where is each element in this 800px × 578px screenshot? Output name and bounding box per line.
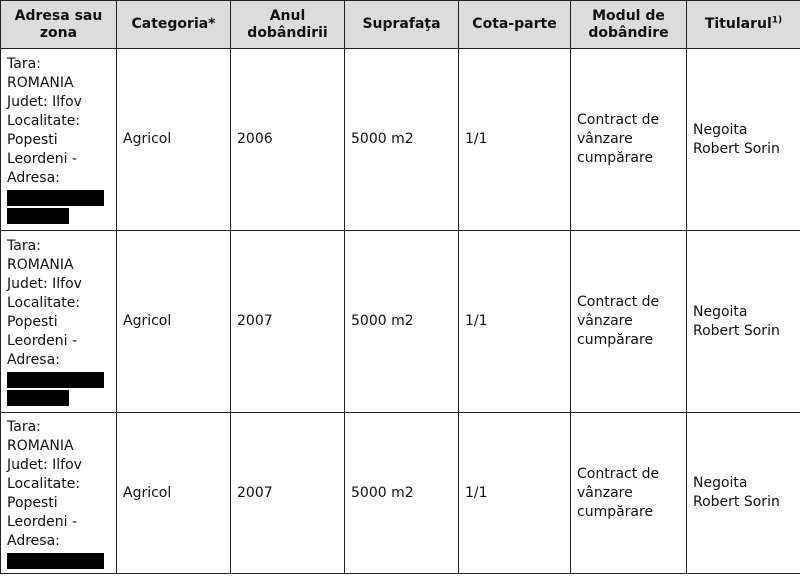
- address-line: Tara:: [7, 238, 41, 254]
- redaction-bar: [7, 208, 69, 224]
- address-line: Leordeni -: [7, 513, 78, 530]
- category-cell: Agricol: [117, 49, 231, 231]
- header-address: Adresa sau zona: [1, 1, 117, 49]
- address-cell: [1, 413, 117, 574]
- table-row: [1, 231, 800, 413]
- acquisition-cell: [571, 413, 687, 574]
- address-line: Popesti: [7, 314, 58, 330]
- acquisition-line: vânzare: [577, 484, 633, 501]
- redaction-bar: [7, 190, 104, 206]
- address-line: Localitate:: [7, 295, 81, 311]
- year-cell: 2007: [231, 413, 345, 574]
- redaction-bar: [7, 372, 104, 388]
- holder-line: Negoita: [693, 303, 748, 320]
- redaction-bar: [7, 553, 104, 569]
- header-share: Cota-parte: [459, 1, 571, 49]
- address-cell: [1, 231, 117, 413]
- category-cell: Agricol: [117, 413, 231, 574]
- acquisition-line: vânzare: [577, 313, 633, 329]
- address-line: Popesti: [7, 132, 58, 148]
- acquisition-line: cumpărare: [577, 503, 654, 520]
- holder-line: Robert Sorin: [693, 494, 780, 510]
- acquisition-cell: [571, 231, 687, 413]
- address-line: Judet: Ilfov: [7, 456, 82, 473]
- address-line: Leordeni -: [7, 151, 78, 167]
- table-header-row: [1, 1, 800, 49]
- acquisition-line: vânzare: [577, 131, 633, 147]
- address-line: Localitate:: [7, 113, 81, 129]
- header-category: Categoria*: [117, 1, 231, 49]
- header-year: Anul dobândirii: [231, 1, 345, 49]
- category-cell: Agricol: [117, 231, 231, 413]
- address-line: Localitate:: [7, 475, 81, 492]
- address-line: Adresa:: [7, 532, 60, 549]
- holder-cell: [687, 413, 800, 574]
- holder-cell: [687, 231, 800, 413]
- year-cell: 2006: [231, 49, 345, 231]
- acquisition-line: cumpărare: [577, 332, 654, 348]
- acquisition-line: Contract de: [577, 294, 660, 310]
- acquisition-line: cumpărare: [577, 150, 654, 166]
- acquisition-line: Contract de: [577, 465, 660, 482]
- holder-line: Negoita: [693, 475, 748, 491]
- address-line: Judet: Ilfov: [7, 94, 82, 110]
- acquisition-cell: [571, 49, 687, 231]
- header-area: Suprafaţa: [345, 1, 459, 49]
- area-cell: 5000 m2: [345, 413, 459, 574]
- address-line: Judet: Ilfov: [7, 276, 82, 292]
- holder-cell: [687, 49, 800, 231]
- redaction-bar: [7, 390, 69, 406]
- area-cell: 5000 m2: [345, 49, 459, 231]
- header-holder: [687, 1, 800, 49]
- acquisition-line: Contract de: [577, 112, 660, 128]
- address-line: Leordeni -: [7, 333, 78, 349]
- share-cell: 1/1: [459, 413, 571, 574]
- address-line: Adresa:: [7, 170, 60, 186]
- share-cell: 1/1: [459, 49, 571, 231]
- year-cell: 2007: [231, 231, 345, 413]
- address-line: ROMANIA: [7, 75, 74, 91]
- address-line: Tara:: [7, 56, 41, 72]
- address-line: ROMANIA: [7, 437, 74, 454]
- address-line: Popesti: [7, 494, 58, 511]
- header-acquisition: Modul de dobândire: [571, 1, 687, 49]
- share-cell: 1/1: [459, 231, 571, 413]
- address-line: Adresa:: [7, 352, 60, 368]
- address-line: ROMANIA: [7, 257, 74, 273]
- address-line: Tara:: [7, 418, 41, 435]
- holder-line: Negoita: [693, 121, 748, 138]
- header-holder-footnote: 1): [771, 15, 783, 26]
- table-row: [1, 413, 800, 574]
- address-cell: [1, 49, 117, 231]
- header-holder-label: Titularul: [704, 16, 772, 32]
- holder-line: Robert Sorin: [693, 140, 780, 157]
- holder-line: Robert Sorin: [693, 322, 780, 339]
- table-row: [1, 49, 800, 231]
- area-cell: 5000 m2: [345, 231, 459, 413]
